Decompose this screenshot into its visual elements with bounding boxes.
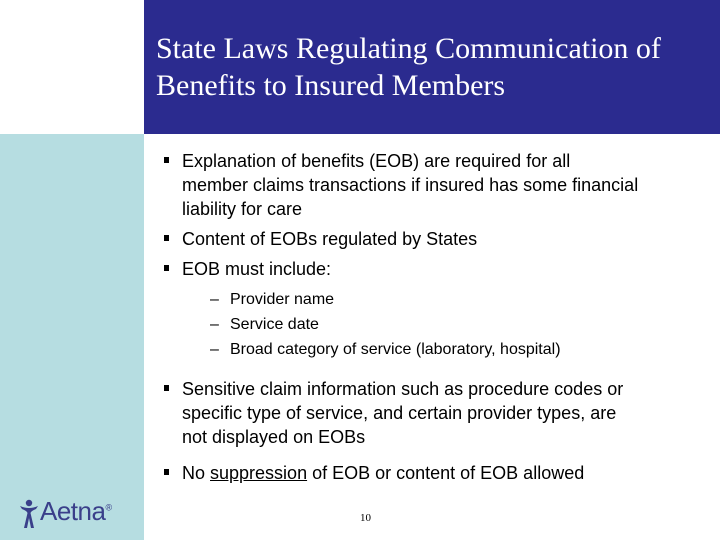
bullet-marker	[164, 157, 169, 163]
slide-title	[156, 30, 712, 104]
aetna-figure-icon	[18, 496, 40, 530]
sub-bullet-text: Provider name	[230, 291, 335, 308]
bullet-prefix: No	[182, 463, 211, 483]
title-line: State Laws Regulating Communication of	[156, 32, 661, 65]
dash-marker: –	[210, 291, 219, 308]
side-band-top	[0, 0, 144, 134]
bullet-item	[164, 149, 704, 221]
trademark-symbol: ®	[105, 502, 112, 513]
bullet-marker	[164, 385, 169, 391]
logo-name: Aetna	[40, 496, 106, 526]
bullet-item	[164, 461, 704, 485]
sub-bullet-text: Service date	[230, 316, 319, 333]
bullet-text	[182, 227, 704, 251]
sub-bullet-text: Broad category of service (laboratory, hospital)	[230, 341, 561, 358]
bullet-line: Sensitive claim information such as procedure codes or	[182, 379, 624, 399]
bullet-marker	[164, 265, 169, 271]
bullet-line: EOB must include:	[182, 259, 332, 279]
bullet-text	[182, 461, 704, 485]
bullet-marker	[164, 469, 169, 475]
sub-bullet-list	[210, 287, 704, 362]
bullet-text	[182, 257, 704, 281]
bullet-item	[164, 227, 704, 251]
bullet-item	[164, 377, 704, 449]
bullet-line: member claims transactions if insured has some financial	[182, 175, 639, 195]
bullet-marker	[164, 235, 169, 241]
bullet-suffix: of EOB or content of EOB allowed	[307, 463, 585, 483]
sub-bullet-item	[210, 337, 704, 362]
bullet-line: Content of EOBs regulated by States	[182, 229, 478, 249]
bullet-item	[164, 257, 704, 281]
sub-bullet-item	[210, 312, 704, 337]
dash-marker: –	[210, 341, 219, 358]
page-number: 10	[360, 512, 371, 524]
bullet-line: not displayed on EOBs	[182, 427, 366, 447]
bullet-line: specific type of service, and certain provider types, are	[182, 403, 617, 423]
slide-content	[164, 149, 704, 485]
aetna-logo	[18, 496, 128, 530]
logo-wordmark	[40, 496, 112, 527]
bullet-line: Explanation of benefits (EOB) are required for all	[182, 151, 571, 171]
underlined-term: suppression	[210, 463, 308, 483]
bullet-text	[182, 149, 704, 221]
sub-bullet-item	[210, 287, 704, 312]
title-line: Benefits to Insured Members	[156, 69, 506, 102]
bullet-text	[182, 377, 704, 449]
dash-marker: –	[210, 316, 219, 333]
bullet-line: liability for care	[182, 199, 303, 219]
